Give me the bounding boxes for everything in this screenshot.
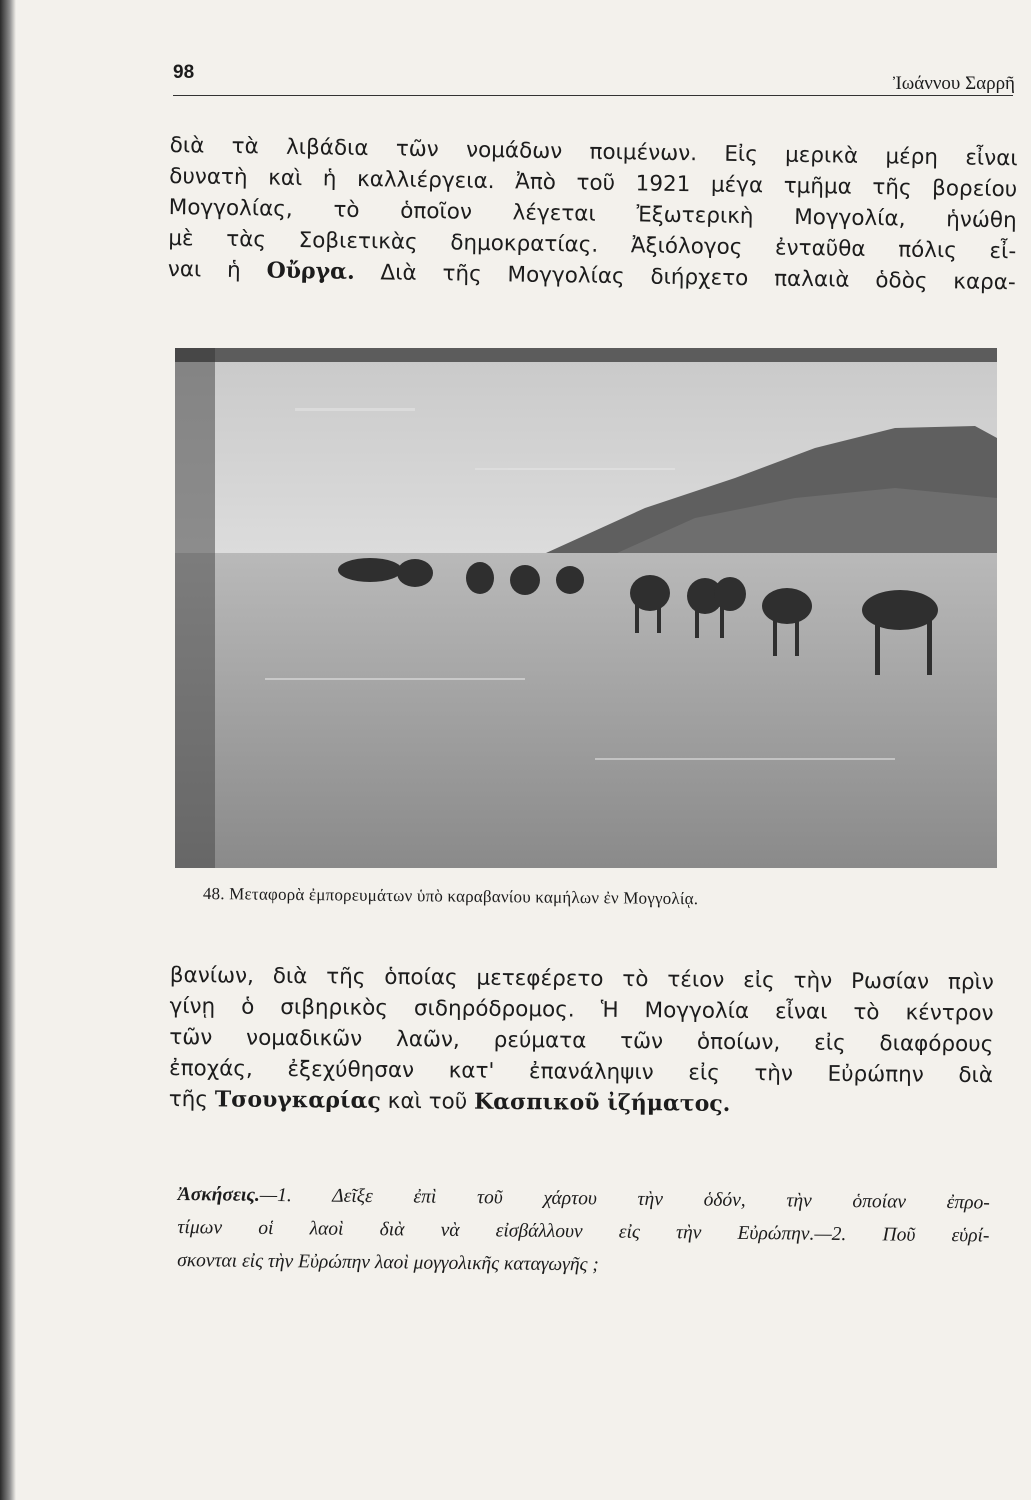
text-fragment: Διὰ τῆς Μογγολίας διήρχετο παλαιὰ ὁδὸς καρα-	[354, 259, 1016, 296]
text-fragment: ναι ἡ	[167, 256, 267, 284]
page-number: 98	[173, 62, 195, 83]
photo-illustration	[175, 348, 997, 868]
place-name-caspian-depression: Κασπικοῦ ἰζήματος.	[473, 1088, 731, 1117]
text-fragment: —1. Δεῖξε ἐπὶ τοῦ χάρτου τὴν ὁδόν, τὴν ὁποίαν ἐπρο-	[259, 1184, 990, 1214]
text-line: ἐποχάς, ἐξεχύθησαν κατ' ἐπανάληψιν εἰς τὴν Εὐρώπην διὰ	[168, 1055, 994, 1089]
paragraph-bottom	[169, 960, 994, 1122]
exercises-section	[177, 1178, 990, 1285]
text-fragment: τῆς	[168, 1086, 215, 1113]
caravan-photograph	[175, 348, 997, 868]
text-line: Μογγολίας, τὸ ὁποῖον λέγεται Ἐξωτερικὴ Μογγολία, ἡνώθη	[168, 194, 1017, 234]
text-line: τῶν νομαδικῶν λαῶν, ρεύματα τῶν ὁποίων, εἰς διαφόρους	[169, 1024, 994, 1058]
text-line: δυνατὴ καὶ ἡ καλλιέργεια. Ἀπὸ τοῦ 1921 μέγα τμῆμα τῆς βορείου	[169, 163, 1018, 203]
text-line: βανίων, διὰ τῆς ὁποίας μετεφέρετο τὸ τέιον εἰς τὴν Ρωσίαν πρὶν	[169, 962, 994, 996]
header-rule	[173, 95, 1013, 96]
figure-caption: 48. Μεταφορὰ ἐμπορευμάτων ὑπὸ καραβανίου καμήλων ἐν Μογγολίᾳ.	[202, 884, 699, 909]
text-line: γίνῃ ὁ σιβηρικὸς σιδηρόδρομος. Ἡ Μογγολία εἶναι τὸ κέντρον	[169, 993, 994, 1027]
place-name-dzungaria: Τσουγκαρίας	[214, 1086, 382, 1114]
page-binding-edge	[0, 0, 16, 1500]
text-fragment: καὶ τοῦ	[380, 1088, 475, 1115]
place-name-urga: Οὔργα.	[266, 257, 355, 285]
exercise-line: τίμων οἱ λαοὶ διὰ νὰ εἰσβάλλουν εἰς τὴν Εὐρώπην.—2. Ποῦ εὑρί-	[177, 1216, 990, 1247]
text-line: διὰ τὰ λιβάδια τῶν νομάδων ποιμένων. Εἰς μερικὰ μέρη εἶναι	[169, 132, 1018, 172]
text-line: μὲ τὰς Σοβιετικὰς δημοκρατίας. Ἀξιόλογος ἐνταῦθα πόλις εἶ-	[168, 225, 1017, 265]
paragraph-top	[168, 130, 1018, 298]
running-head-author: Ἰωάννου Σαρρῆ	[892, 73, 1015, 94]
exercises-label: Ἀσκήσεις.	[177, 1183, 260, 1206]
exercise-line: σκονται εἰς τὴν Εὐρώπην λαοὶ μογγολικῆς καταγωγῆς ;	[177, 1249, 599, 1276]
